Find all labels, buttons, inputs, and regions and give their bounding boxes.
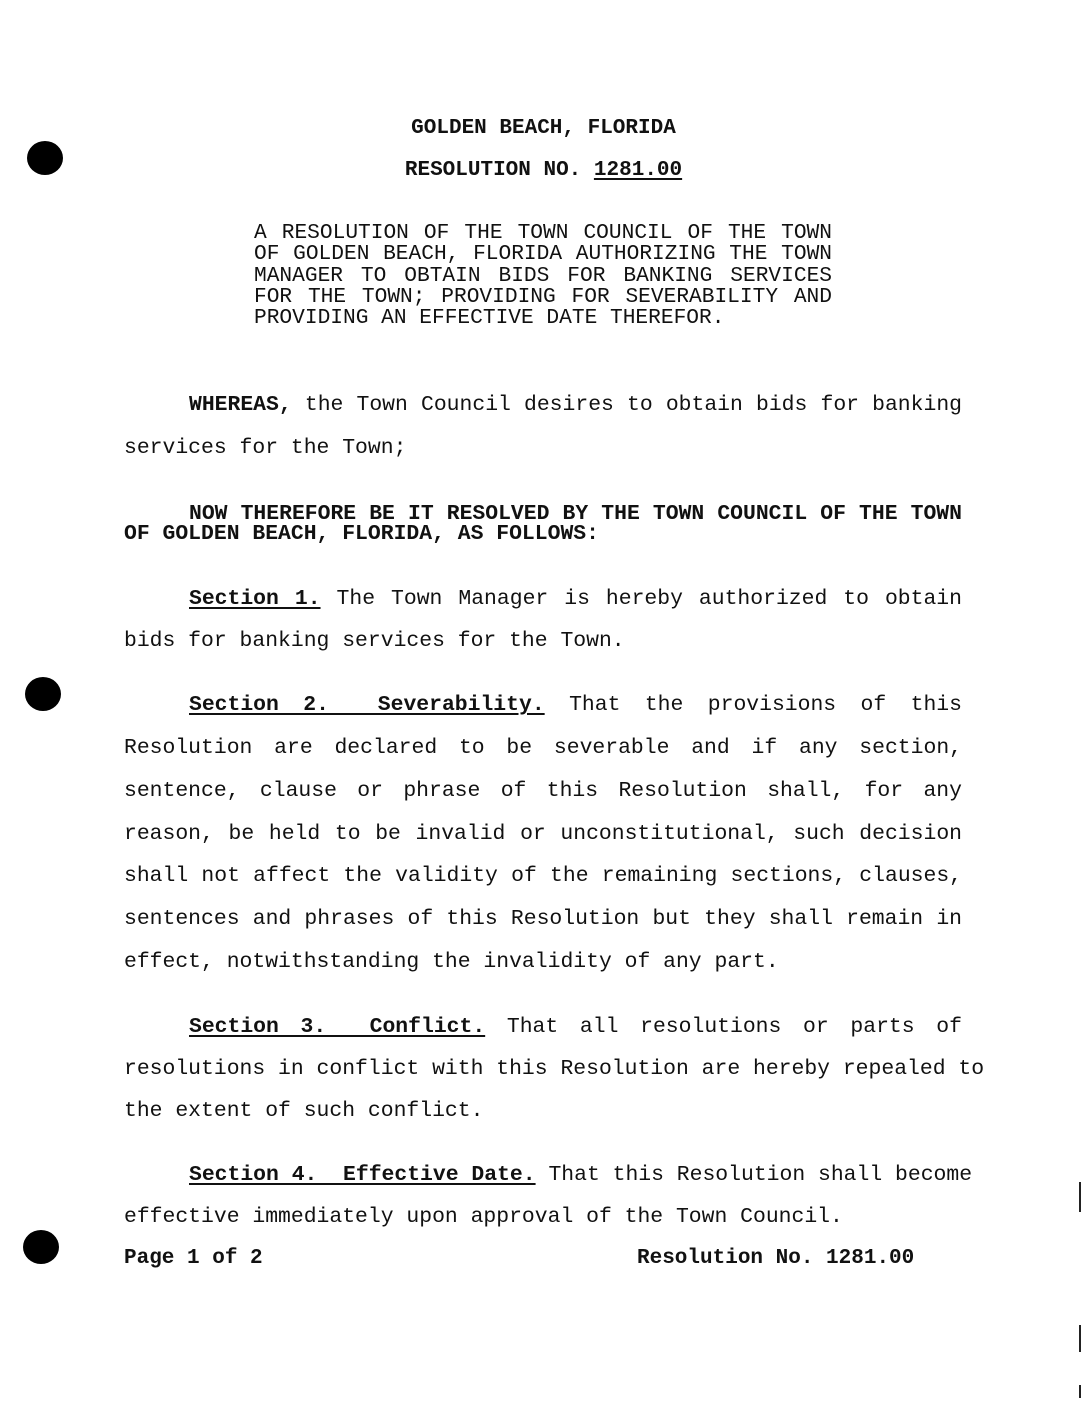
section-4-heading: Section 4. Effective Date. — [189, 1163, 536, 1187]
section-3-text: That all resolutions or parts of — [506, 1015, 962, 1039]
section-2-line: effect, notwithstanding the invalidity of any part. — [124, 950, 779, 974]
section-3-line-1 — [189, 1015, 962, 1039]
section-1-text: The Town Manager is hereby authorized to obtain — [336, 587, 962, 611]
scan-mark — [1079, 1385, 1081, 1398]
punch-hole-bottom — [23, 1230, 59, 1264]
section-1-line-1 — [189, 587, 962, 611]
section-2-line: reason, be held to be invalid or unconstitutional, such decision — [124, 822, 962, 846]
title-line: A RESOLUTION OF THE TOWN COUNCIL OF THE TOWN — [254, 221, 832, 245]
title-line: MANAGER TO OBTAIN BIDS FOR BANKING SERVICES — [254, 263, 832, 288]
section-3-heading: Section 3. Conflict. — [189, 1015, 486, 1039]
section-2-text: That the provisions of this — [569, 693, 962, 717]
resolved-line-2: OF GOLDEN BEACH, FLORIDA, AS FOLLOWS: — [124, 522, 599, 546]
whereas-label: WHEREAS, — [189, 393, 292, 417]
resolution-heading — [0, 159, 1087, 182]
title-line: OF GOLDEN BEACH, FLORIDA AUTHORIZING THE TOWN — [254, 242, 832, 267]
section-1-line-2: bids for banking services for the Town. — [124, 629, 625, 653]
section-3-line: the extent of such conflict. — [124, 1099, 484, 1123]
section-4-line: effective immediately upon approval of the Town Council. — [124, 1205, 843, 1229]
section-2-line-1 — [189, 693, 962, 717]
town-name: GOLDEN BEACH, FLORIDA — [411, 117, 676, 140]
resolved-line-1: NOW THEREFORE BE IT RESOLVED BY THE TOWN COUNCIL OF THE TOWN — [189, 502, 962, 526]
resolution-title-block — [254, 223, 832, 329]
scan-mark — [1079, 1182, 1081, 1212]
section-4-line-1 — [189, 1163, 973, 1187]
whereas-line-2: services for the Town; — [124, 436, 407, 460]
resolution-number: 1281.00 — [593, 159, 683, 182]
page-number: Page 1 of 2 — [124, 1247, 263, 1270]
punch-hole-middle — [25, 677, 61, 711]
section-3-line: resolutions in conflict with this Resolution are hereby repealed to — [124, 1057, 985, 1081]
title-line: FOR THE TOWN; PROVIDING FOR SEVERABILITY AND — [254, 284, 832, 309]
section-2-line: sentences and phrases of this Resolution but they shall remain in — [124, 907, 962, 931]
scan-mark — [1079, 1325, 1081, 1352]
resolution-prefix: RESOLUTION NO. — [404, 159, 582, 182]
footer-resolution-number: Resolution No. 1281.00 — [637, 1247, 915, 1270]
section-2-heading: Section 2. Severability. — [189, 693, 545, 717]
whereas-text: the Town Council desires to obtain bids for banking — [304, 393, 962, 417]
section-2-line: Resolution are declared to be severable and if any section, — [124, 736, 962, 760]
whereas-line-1 — [189, 393, 962, 417]
section-4-text: That this Resolution shall become — [548, 1163, 973, 1187]
section-2-line: sentence, clause or phrase of this Resolution shall, for any — [124, 779, 962, 803]
town-heading — [0, 117, 1087, 140]
title-line: PROVIDING AN EFFECTIVE DATE THEREFOR. — [254, 306, 725, 331]
section-1-heading: Section 1. — [189, 587, 321, 611]
section-2-line: shall not affect the validity of the remaining sections, clauses, — [124, 864, 962, 888]
